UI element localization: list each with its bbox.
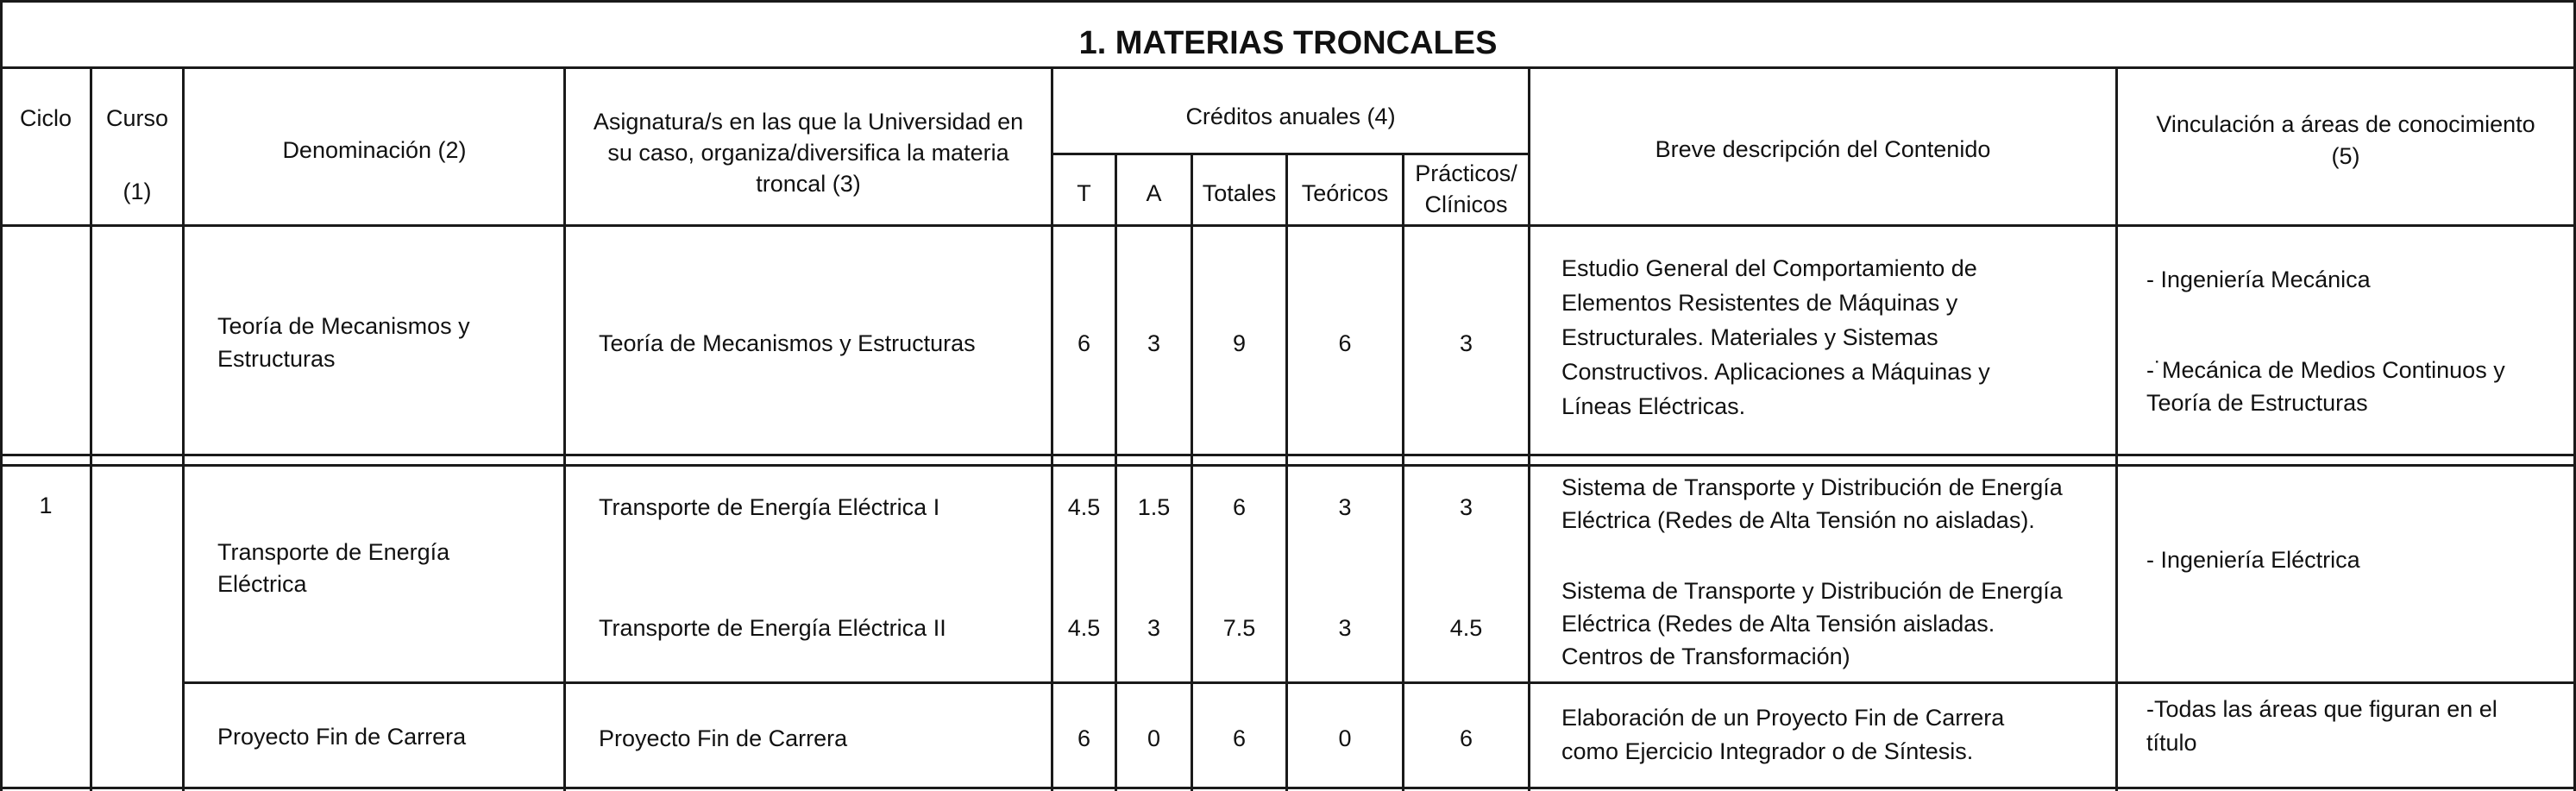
col-totales-right: [1285, 153, 1288, 791]
rule-creditos-sub: [1051, 153, 1528, 155]
header-descripcion: Breve descripción del Contenido: [1655, 136, 1991, 162]
row2a-t: 4.5: [1067, 494, 1101, 520]
ciclo-value: 1: [39, 493, 53, 518]
col-practicos-right: [1528, 66, 1530, 791]
page-title: 1. MATERIAS TRONCALES: [1078, 25, 1498, 61]
row1-descripcion-line4: Constructivos. Aplicaciones a Máquinas y: [1561, 359, 1990, 385]
row3-teoricos: 0: [1338, 725, 1352, 751]
row1-descripcion-line5: Líneas Eléctricas.: [1561, 393, 1746, 419]
row2b-a: 3: [1147, 615, 1161, 641]
row2b-descripcion-line3: Centros de Transformación): [1561, 643, 1850, 669]
header-asignatura-line2: su caso, organiza/diversifica la materia: [607, 140, 1009, 166]
row3-totales: 6: [1232, 725, 1247, 751]
row2a-teoricos: 3: [1338, 494, 1352, 520]
header-denominacion: Denominación (2): [282, 137, 467, 163]
header-practicos-line2: Clínicos: [1424, 191, 1508, 217]
row2-denominacion-line2: Eléctrica: [217, 571, 307, 597]
row2a-descripcion-line2: Eléctrica (Redes de Alta Tensión no aisladas).: [1561, 507, 2035, 533]
row2b-teoricos: 3: [1338, 615, 1352, 641]
row1-area-line3: Teoría de Estructuras: [2146, 390, 2368, 416]
header-creditos: Créditos anuales (4): [1185, 104, 1396, 129]
header-asignatura-line3: troncal (3): [756, 171, 861, 197]
header-vinculacion-line1: Vinculación a áreas de conocimiento: [2156, 111, 2535, 137]
row2a-practicos: 3: [1459, 494, 1473, 520]
col-asig-right: [1051, 66, 1053, 791]
row2b-t: 4.5: [1067, 615, 1101, 641]
row3-a: 0: [1147, 725, 1161, 751]
row1-descripcion-line3: Estructurales. Materiales y Sistemas: [1561, 324, 1938, 350]
row1-descripcion-line2: Elementos Resistentes de Máquinas y: [1561, 290, 1958, 316]
rule-bottom: [0, 787, 2576, 789]
header-curso: Curso: [105, 105, 169, 131]
row2b-descripcion-line1: Sistema de Transporte y Distribución de Energía: [1561, 578, 2063, 604]
row1-teoricos: 6: [1338, 330, 1352, 356]
row1-area-line2: -˙Mecánica de Medios Continuos y: [2146, 357, 2505, 383]
row1-descripcion-line1: Estudio General del Comportamiento de: [1561, 255, 1977, 281]
row2-area: - Ingeniería Eléctrica: [2146, 547, 2360, 573]
row1-a: 3: [1147, 330, 1161, 356]
row3-area-line2: título: [2146, 730, 2197, 756]
rule-under-title: [0, 66, 2576, 69]
header-t: T: [1077, 180, 1091, 206]
row3-practicos: 6: [1459, 725, 1473, 751]
row2b-descripcion-line2: Eléctrica (Redes de Alta Tensión aisladas.: [1561, 611, 1995, 637]
col-teoricos-right: [1402, 153, 1404, 791]
header-curso-note: (1): [123, 179, 152, 204]
header-asignatura-line1: Asignatura/s en las que la Universidad en: [593, 109, 1024, 135]
row1-denominacion-line2: Estructuras: [217, 346, 336, 372]
row1-practicos: 3: [1459, 330, 1473, 356]
row1-area-line1: - Ingeniería Mecánica: [2146, 267, 2371, 292]
row2b-totales: 7.5: [1222, 615, 1256, 641]
rule-top-row2: [0, 464, 2576, 467]
rule-under-row1: [0, 454, 2576, 456]
header-ciclo: Ciclo: [19, 105, 72, 131]
row3-t: 6: [1077, 725, 1091, 751]
col-a-right: [1191, 153, 1193, 791]
row3-denominacion: Proyecto Fin de Carrera: [217, 724, 467, 750]
rule-under-header: [0, 224, 2576, 227]
col-t-right: [1115, 153, 1117, 791]
row1-asignatura: Teoría de Mecanismos y Estructuras: [599, 330, 976, 356]
header-totales: Totales: [1202, 180, 1277, 206]
row3-asignatura: Proyecto Fin de Carrera: [599, 725, 848, 751]
row2-denominacion-line1: Transporte de Energía: [217, 539, 450, 565]
rule-top: [0, 0, 2576, 3]
col-desc-right: [2115, 66, 2118, 791]
row2a-totales: 6: [1232, 494, 1247, 520]
row1-totales: 9: [1232, 330, 1247, 356]
row1-denominacion-line1: Teoría de Mecanismos y: [217, 313, 470, 339]
header-teoricos: Teóricos: [1301, 180, 1389, 206]
rule-above-row3: [182, 681, 2576, 684]
row2b-asignatura: Transporte de Energía Eléctrica II: [599, 615, 946, 641]
row2a-descripcion-line1: Sistema de Transporte y Distribución de Energía: [1561, 474, 2063, 500]
header-practicos-line1: Prácticos/: [1415, 160, 1517, 186]
row2a-a: 1.5: [1137, 494, 1171, 520]
row1-t: 6: [1077, 330, 1091, 356]
row3-descripcion-line1: Elaboración de un Proyecto Fin de Carrera: [1561, 705, 2005, 731]
header-a: A: [1146, 180, 1162, 206]
row3-descripcion-line2: como Ejercicio Integrador o de Síntesis.: [1561, 738, 1974, 764]
row3-area-line1: -Todas las áreas que figuran en el: [2146, 696, 2497, 722]
row2b-practicos: 4.5: [1449, 615, 1483, 641]
header-vinculacion-line2: (5): [2331, 143, 2360, 169]
row2a-asignatura: Transporte de Energía Eléctrica I: [599, 494, 940, 520]
